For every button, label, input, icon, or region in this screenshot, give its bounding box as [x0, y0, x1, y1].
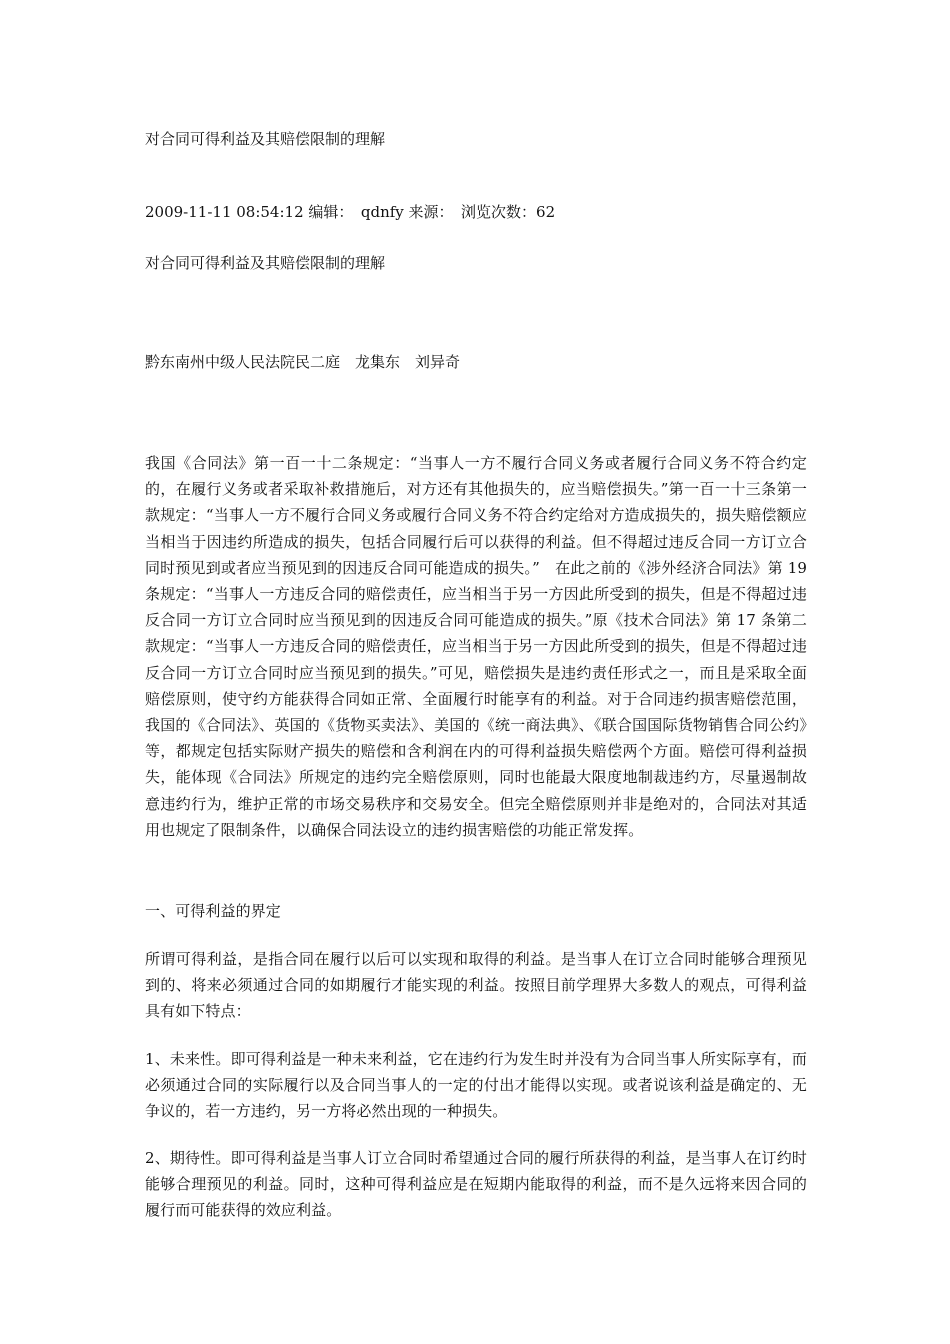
- body-paragraph-point-1: 1、未来性。即可得利益是一种未来利益，它在违约行为发生时并没有为合同当事人所实际享有，而必须通过合同的实际履行以及合同当事人的一定的付出才能得以实现。或者说该利益是确定的、无争议的，若一方违约，另一方将必然出现的一种损失。: [145, 1050, 807, 1121]
- article-subtitle: 对合同可得利益及其赔偿限制的理解: [145, 254, 386, 272]
- author-line: 黔东南州中级人民法院民二庭 龙集东 刘异奇: [145, 353, 461, 371]
- body-paragraph-intro: 我国《合同法》第一百一十二条规定：“当事人一方不履行合同义务或者履行合同义务不符合约定的，在履行义务或者采取补救措施后，对方还有其他损失的，应当赔偿损失。”第一百一十三条第一款规定：“当事人一方不履行合同义务或履行合同义务不符合约定给对方造成损失的，损失赔偿额应当相当于因违约所造成的损失，包括合同履行后可以获得的利益。但不得超过违反合同一方订立合同时预见到或者应当预见到的因违反合同可能造成的损失。” 在此之前的《涉外经济合同法》第 19 条规定：“当事人一方违反合同的赔偿责任，应当相当于另一方因此所受到的损失，但是不得超过违反合同一方订立合同时应当预见到的因违反合同可能造成的损失。”原《技术合同法》第 17 条第二款规定：“当事人一方违反合同的赔偿责任，应当相当于另一方因此所受到的损失，但是不得超过违反合同一方订立合同时应当预见到的损失。”可见，赔偿损失是违约责任形式之一，而且是采取全面赔偿原则，使守约方能获得合同如正常、全面履行时能享有的利益。对于合同违约损害赔偿范围，我国的《合同法》、英国的《货物买卖法》、美国的《统一商法典》、《联合国国际货物销售合同公约》等，都规定包括实际财产损失的赔偿和含利润在内的可得利益损失赔偿两个方面。赔偿可得利益损失，能体现《合同法》所规定的违约完全赔偿原则，同时也能最大限度地制裁违约方，尽量遏制故意违约行为，维护正常的市场交易秩序和交易安全。但完全赔偿原则并非是绝对的，合同法对其适用也规定了限制条件，以确保合同法设立的违约损害赔偿的功能正常发挥。: [145, 454, 807, 839]
- article-meta: 2009-11-11 08:54:12 编辑： qdnfy 来源： 浏览次数：62: [145, 203, 556, 221]
- section-heading-1: 一、可得利益的界定: [145, 902, 281, 920]
- body-paragraph-point-2: 2、期待性。即可得利益是当事人订立合同时希望通过合同的履行所获得的利益，是当事人在订约时能够合理预见的利益。同时，这种可得利益应是在短期内能取得的利益，而不是久远将来因合同的履行而可能获得的效应利益。: [145, 1149, 807, 1220]
- document-title: 对合同可得利益及其赔偿限制的理解: [145, 130, 386, 148]
- body-paragraph-definition: 所谓可得利益，是指合同在履行以后可以实现和取得的利益。是当事人在订立合同时能够合理预见到的、将来必须通过合同的如期履行才能实现的利益。按照目前学理界大多数人的观点，可得利益具有如下特点：: [145, 950, 807, 1021]
